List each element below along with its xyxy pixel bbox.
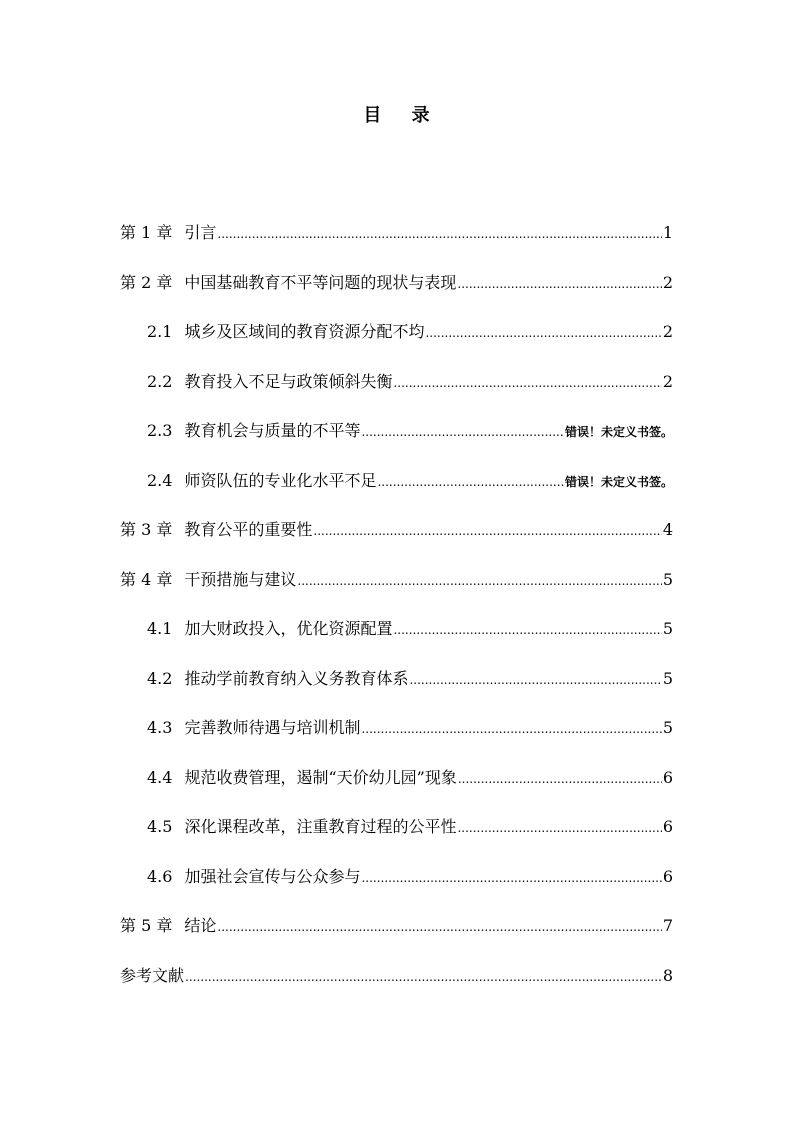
toc-entry-label: 结论: [184, 916, 217, 935]
toc-leader-dots: [457, 269, 661, 299]
toc-bookmark-error: 错误！未定义书签。: [564, 425, 673, 439]
toc-entry-4-1[interactable]: [120, 614, 673, 664]
toc-entry-number: 第 2 章: [120, 272, 173, 292]
toc-page-number: 5: [662, 619, 673, 638]
toc-page-number: 5: [662, 569, 673, 589]
toc-page-number: 6: [662, 767, 673, 787]
toc-leader-dots: [457, 813, 661, 843]
toc-page-number: 1: [662, 223, 673, 242]
toc-leader-dots: [377, 467, 564, 497]
toc-leader-dots: [361, 863, 661, 893]
toc-entry-label: 推动学前教育纳入义务教育体系: [184, 668, 409, 688]
toc-entry-4-5[interactable]: [120, 812, 673, 862]
toc-entry-number: 第 5 章: [120, 916, 173, 935]
toc-entry-number: 2.1: [147, 322, 173, 341]
toc-leader-dots: [185, 962, 662, 992]
toc-entry-2-4[interactable]: [120, 466, 673, 516]
toc-entry-number: 2.4: [147, 470, 173, 490]
toc-entry-ch4[interactable]: [120, 565, 673, 615]
toc-page-number: 5: [662, 718, 673, 737]
toc-leader-dots: [393, 368, 661, 398]
toc-entry-number: 4.4: [147, 767, 173, 787]
toc-entry-label: 师资队伍的专业化水平不足: [184, 470, 377, 490]
toc-entry-label: 深化课程改革，注重教育过程的公平性: [184, 817, 457, 836]
toc-entry-label: 引言: [184, 223, 217, 242]
toc-entry-ch2[interactable]: [120, 268, 673, 318]
toc-leader-dots: [425, 318, 661, 348]
toc-page-number: 7: [662, 916, 673, 935]
toc-leader-dots: [217, 912, 661, 942]
toc-entry-number: 4.3: [147, 718, 173, 737]
toc-leader-dots: [393, 615, 661, 645]
toc-entry-4-6[interactable]: [120, 862, 673, 912]
toc-page-number: 2: [662, 322, 673, 341]
toc-page-number: 4: [662, 520, 673, 539]
toc-entry-number: 4.5: [147, 817, 173, 836]
toc-entry-label: 教育机会与质量的不平等: [184, 421, 361, 440]
toc-entry-4-3[interactable]: [120, 713, 673, 763]
toc-entry-2-3[interactable]: [120, 416, 673, 466]
toc-entry-label: 加大财政投入，优化资源配置: [184, 619, 393, 638]
toc-entry-number: 第 4 章: [120, 569, 173, 589]
toc-page-number: 8: [662, 965, 673, 985]
toc-entry-4-4[interactable]: [120, 763, 673, 813]
toc-entry-label: 参考文献: [120, 965, 185, 985]
toc-bookmark-error: 错误！未定义书签。: [564, 474, 673, 489]
toc-leader-dots: [458, 764, 662, 794]
toc-list: [120, 218, 673, 1010]
toc-entry-number: 2.2: [147, 371, 173, 391]
toc-entry-4-2[interactable]: [120, 664, 673, 714]
toc-entry-label: 中国基础教育不平等问题的现状与表现: [184, 272, 457, 292]
toc-entry-label: 加强社会宣传与公众参与: [184, 866, 361, 886]
toc-heading: 目 录: [363, 105, 442, 126]
toc-entry-number: 4.2: [147, 668, 173, 688]
toc-leader-dots: [217, 219, 661, 249]
toc-page-number: 2: [662, 371, 673, 391]
toc-entry-number: 4.6: [147, 866, 173, 886]
toc-entry-label: 规范收费管理，遏制“天价幼儿园”现象: [184, 767, 457, 787]
toc-entry-label: 城乡及区域间的教育资源分配不均: [184, 322, 425, 341]
toc-entry-label: 干预措施与建议: [184, 569, 297, 589]
toc-page-number: 6: [662, 817, 673, 836]
toc-entry-number: 第 1 章: [120, 223, 173, 242]
toc-entry-2-1[interactable]: [120, 317, 673, 367]
toc-entry-ch5[interactable]: [120, 911, 673, 961]
toc-leader-dots: [361, 417, 564, 447]
toc-leader-dots: [361, 714, 661, 744]
toc-entry-number: 4.1: [147, 619, 173, 638]
toc-leader-dots: [313, 516, 661, 546]
toc-entry-label: 完善教师待遇与培训机制: [184, 718, 361, 737]
toc-entry-label: 教育公平的重要性: [184, 520, 313, 539]
toc-entry-number: 第 3 章: [120, 520, 173, 539]
toc-page-number: 6: [662, 866, 673, 886]
toc-entry-ch3[interactable]: [120, 515, 673, 565]
toc-entry-label: 教育投入不足与政策倾斜失衡: [184, 371, 393, 391]
toc-entry-number: 2.3: [147, 421, 173, 440]
toc-entry-ch1[interactable]: [120, 218, 673, 268]
toc-leader-dots: [409, 665, 661, 695]
toc-page-number: 5: [662, 668, 673, 688]
toc-entry-references[interactable]: [120, 961, 673, 1011]
toc-entry-2-2[interactable]: [120, 367, 673, 417]
toc-page-number: 2: [662, 272, 673, 292]
toc-leader-dots: [297, 566, 661, 596]
